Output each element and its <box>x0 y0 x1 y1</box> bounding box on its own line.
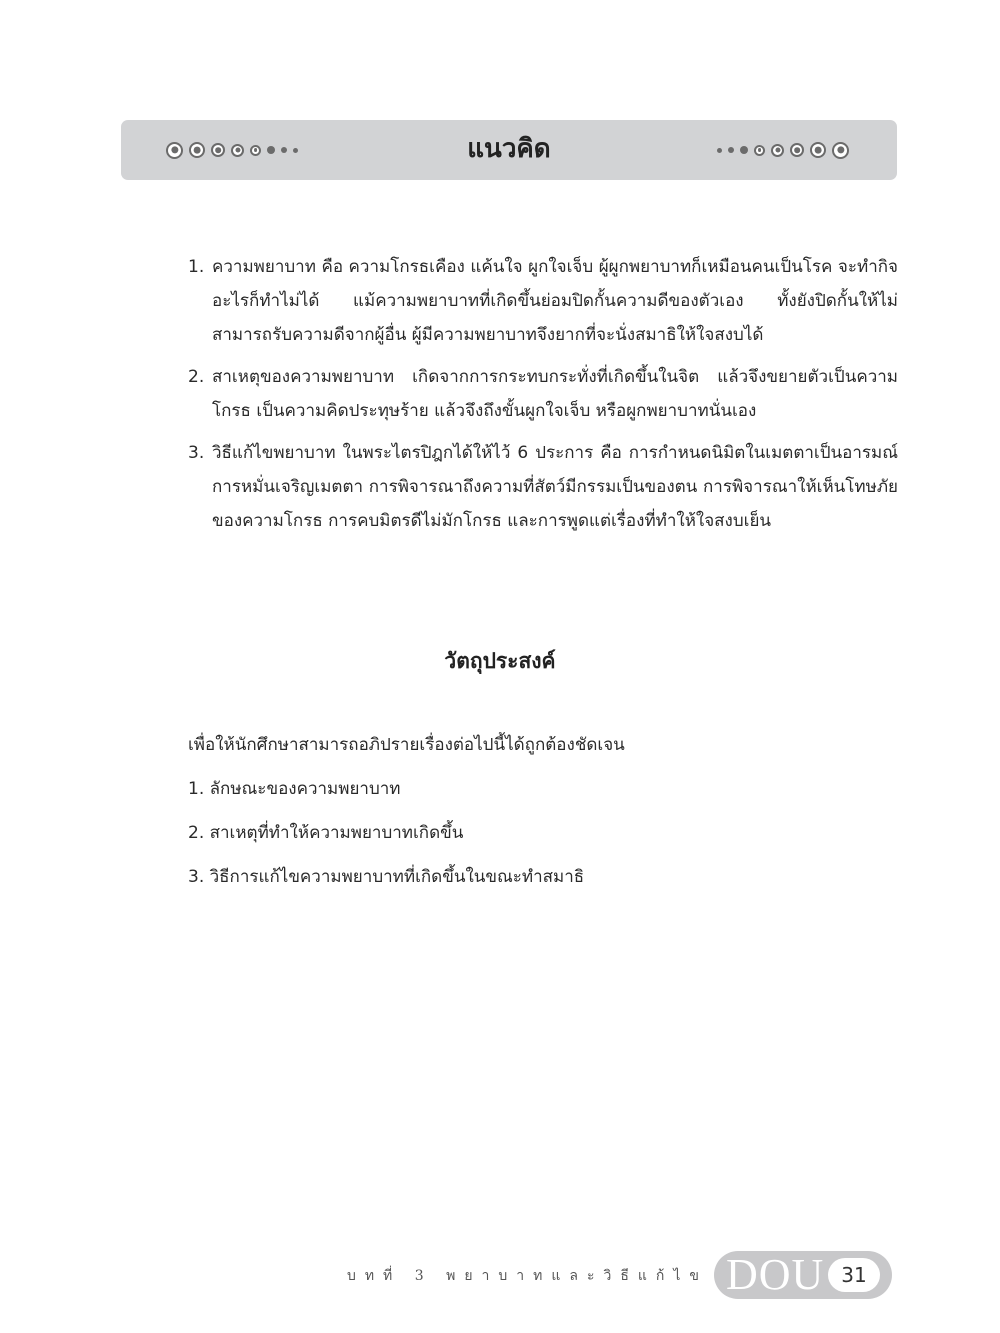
dot-icon <box>754 145 765 156</box>
dot-icon <box>810 142 826 158</box>
objectives-list <box>188 772 584 904</box>
concept-number: 3. <box>188 443 205 463</box>
objectives-heading: วัตถุประสงค์ <box>444 649 556 673</box>
chapter-footer: บทที่ 3 พยาบาทและวิธีแก้ไข <box>346 1268 708 1284</box>
concept-text: วิธีแก้ไขพยาบาท ในพระไตรปิฎกได้ให้ไว้ 6 ประการ คือ การกำหนดนิมิตในเมตตาเป็นอารมณ์ การหมั่นเจริญเมตตา การพิจารณาถึงความที่สัตว์มีกรรมเป็นของตน การพิจารณาให้เห็นโทษภัยของความโกรธ การคบมิตรดีไม่มักโกรธ และการพูดแต่เรื่องที่ทำให้ใจสงบเย็น <box>212 443 898 531</box>
dot-icon <box>740 146 748 154</box>
objective-item: 1. ลักษณะของความพยาบาท <box>188 779 401 799</box>
decorative-dots-right <box>717 141 849 159</box>
objective-item: 2. สาเหตุที่ทำให้ความพยาบาทเกิดขึ้น <box>188 823 464 843</box>
concept-number: 1. <box>188 257 205 277</box>
dot-icon <box>717 148 722 153</box>
concept-item <box>188 250 898 352</box>
dot-icon <box>790 143 804 157</box>
concept-item <box>188 436 898 538</box>
concept-number: 2. <box>188 367 205 387</box>
concept-text: ความพยาบาท คือ ความโกรธเคือง แค้นใจ ผูกใจเจ็บ ผู้ผูกพยาบาทก็เหมือนคนเป็นโรค จะทำกิจอะไรก็ทำไม่ได้ แม้ความพยาบาทที่เกิดขึ้นย่อมปิดกั้นความดีของตัวเอง ทั้งยังปิดกั้นให้ไม่สามารถรับความดีจากผู้อื่น ผู้มีความพยาบาทจึงยากที่จะนั่งสมาธิให้ใจสงบได้ <box>212 257 898 345</box>
page-title: แนวคิด <box>467 134 551 164</box>
concept-item <box>188 360 898 428</box>
dot-icon <box>832 142 849 159</box>
page-number: 31 <box>828 1258 880 1292</box>
concept-text: สาเหตุของความพยาบาท เกิดจากการกระทบกระทั่งที่เกิดขึ้นในจิต แล้วจึงขยายตัวเป็นความโกรธ เป็นความคิดประทุษร้าย แล้วจึงถึงขั้นผูกใจเจ็บ หรือผูกพยาบาทนั่นเอง <box>212 367 898 421</box>
concept-list <box>188 250 898 546</box>
objectives-intro: เพื่อให้นักศึกษาสามารถอภิปรายเรื่องต่อไปนี้ได้ถูกต้องชัดเจน <box>188 735 625 755</box>
dot-icon <box>771 144 784 157</box>
dot-icon <box>728 147 734 153</box>
dou-logo: DOU <box>726 1250 825 1299</box>
header-bar <box>121 120 897 180</box>
objective-item: 3. วิธีการแก้ไขความพยาบาทที่เกิดขึ้นในขณะทำสมาธิ <box>188 867 585 887</box>
footer-badge <box>714 1251 892 1299</box>
